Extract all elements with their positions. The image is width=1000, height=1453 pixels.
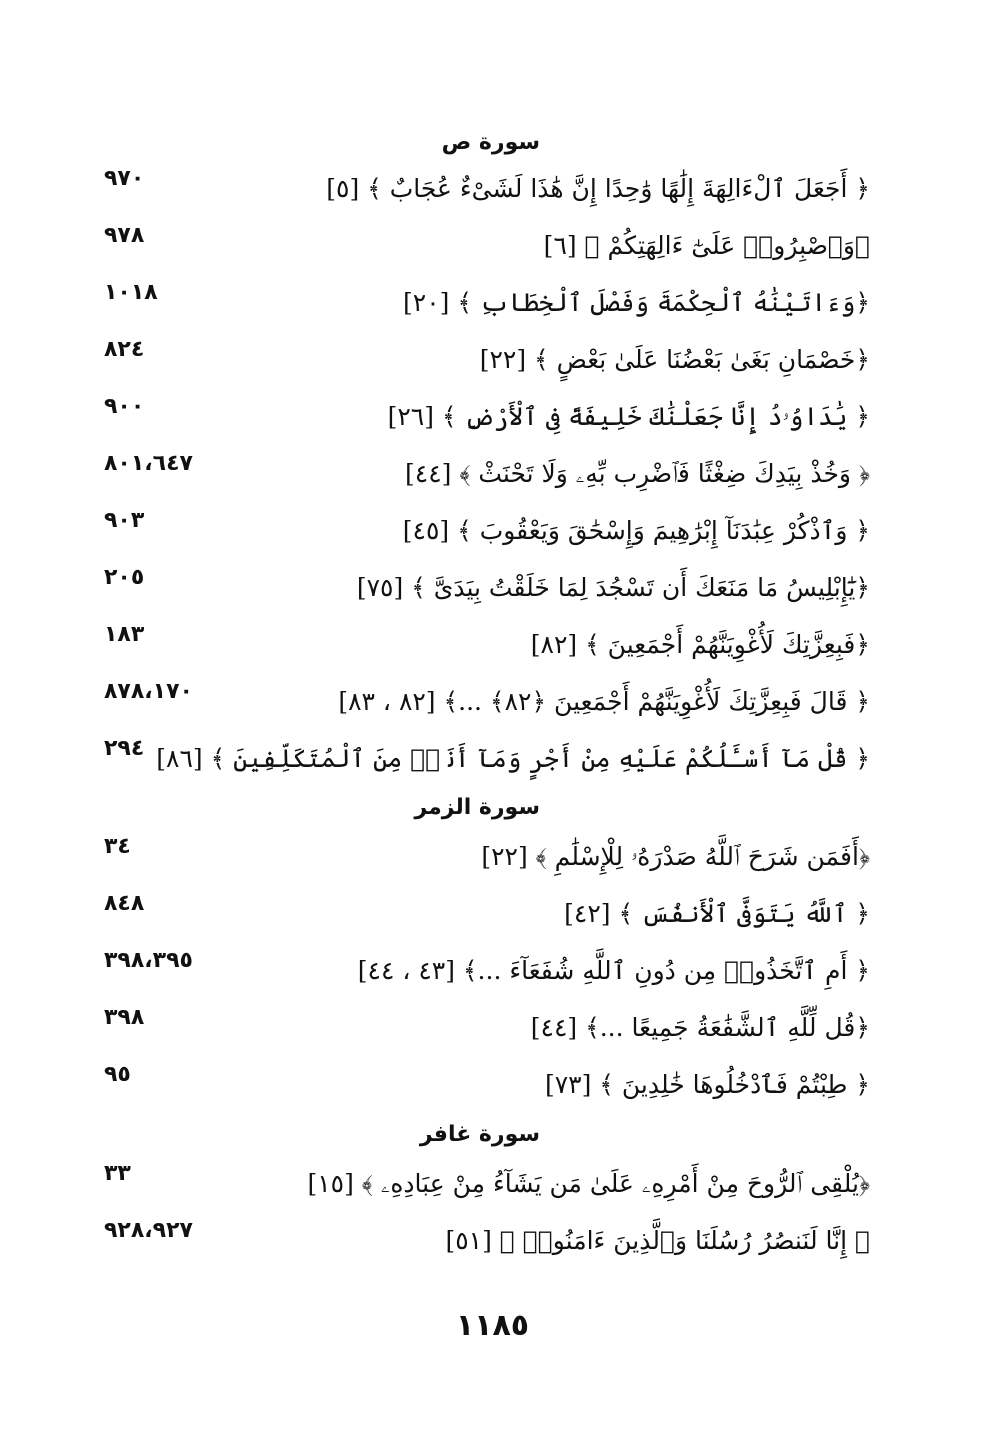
surah-heading: سورة ص xyxy=(441,130,540,155)
verse-text: ﴿ أَجَعَلَ ٱلْءَالِهَةَ إِلَٰهًا وَٰحِدًا إِنَّ هَٰذَا لَشَىْءٌ عُجَابٌ ﴾ [٥] xyxy=(326,174,870,203)
list-item xyxy=(100,508,870,552)
page-reference: ٨٤٨ xyxy=(104,891,145,916)
list-item xyxy=(100,1218,870,1262)
list-item xyxy=(100,1005,870,1049)
surah-heading: سورة غافر xyxy=(419,1122,540,1147)
page-reference: ٩٧٠ xyxy=(104,166,145,191)
page-reference: ٩٢٨،٩٢٧ xyxy=(104,1218,193,1243)
list-item xyxy=(100,1062,870,1106)
verse-text: ﴿ قَالَ فَبِعِزَّتِكَ لَأُغْوِيَنَّهُمْ أَجْمَعِينَ ﴿٨٢﴾ ...﴾ [٨٢ ، ٨٣] xyxy=(338,687,870,716)
verse-text: ﴿ يَٰدَاوُۥدُ إِنَّا جَعَلْنَٰكَ خَلِيفَةً فِى ٱلْأَرْضِ ﴾ [٢٦] xyxy=(387,402,870,431)
page-reference: ٣٣ xyxy=(104,1161,131,1186)
page-reference: ٩٥ xyxy=(104,1062,131,1087)
page-reference: ٩٠٣ xyxy=(104,508,145,533)
verse-text: ﴿فَبِعِزَّتِكَ لَأُغْوِيَنَّهُمْ أَجْمَعِينَ ﴾ [٨٢] xyxy=(530,630,870,659)
list-item xyxy=(100,565,870,609)
list-item xyxy=(100,622,870,666)
page-reference: ٣٩٨،٣٩٥ xyxy=(104,948,193,973)
page-reference: ٨٠١،٦٤٧ xyxy=(104,451,193,476)
verse-text: ﴿يَٰٓإِبْلِيسُ مَا مَنَعَكَ أَن تَسْجُدَ لِمَا خَلَقْتُ بِيَدَىَّ ﴾ [٧٥] xyxy=(356,573,870,602)
verse-text: ﴿قُل لِّلَّهِ ٱلشَّفَٰعَةُ جَمِيعًا ...﴾ [٤٤] xyxy=(530,1013,870,1042)
verse-text: ﴿ طِبْتُمْ فَٱدْخُلُوهَا خَٰلِدِينَ ﴾ [٧٣] xyxy=(544,1070,870,1099)
verse-text: ﴿ أَمِ ٱتَّخَذُوا۟ مِن دُونِ ٱللَّهِ شُفَعَآءَ ...﴾ [٤٣ ، ٤٤] xyxy=(357,956,870,985)
list-item xyxy=(100,280,870,324)
surah-heading: سورة الزمر xyxy=(414,795,540,820)
verse-text: ﴿وَٱصْبِرُوا۟ عَلَىٰٓ ءَالِهَتِكُمْ ﴾ [٦] xyxy=(543,231,870,260)
list-item xyxy=(100,166,870,210)
verse-text: ﴿ وَخُذْ بِيَدِكَ ضِغْثًا فَٱضْرِب بِّهِۦ وَلَا تَحْنَثْ ﴾ [٤٤] xyxy=(405,459,870,488)
page-number: ١١٨٥ xyxy=(455,1308,530,1343)
verse-text: ﴿ وَٱذْكُرْ عِبَٰدَنَآ إِبْرَٰهِيمَ وَإِسْحَٰقَ وَيَعْقُوبَ ﴾ [٤٥] xyxy=(402,516,870,545)
verse-text: ﴿ ٱللَّهُ يَتَوَفَّى ٱلْأَنفُسَ ﴾ [٤٢] xyxy=(564,899,870,928)
page-reference: ٩٧٨ xyxy=(104,223,145,248)
verse-text: ﴿يُلْقِى ٱلرُّوحَ مِنْ أَمْرِهِۦ عَلَىٰ مَن يَشَآءُ مِنْ عِبَادِهِۦ ﴾ [١٥] xyxy=(307,1169,870,1198)
list-item xyxy=(100,337,870,381)
list-item xyxy=(100,679,870,723)
page-reference: ٢٠٥ xyxy=(104,565,145,590)
list-item xyxy=(100,834,870,878)
list-item xyxy=(100,1161,870,1205)
verse-text: ﴿وَءَاتَيْنَٰهُ ٱلْحِكْمَةَ وَفَصْلَ ٱلْخِطَابِ ﴾ [٢٠] xyxy=(403,288,870,317)
list-item xyxy=(100,891,870,935)
page-reference: ٨٢٤ xyxy=(104,337,145,362)
page-reference: ٣٩٨ xyxy=(104,1005,145,1030)
list-item xyxy=(100,451,870,495)
page-reference: ٨٧٨،١٧٠ xyxy=(104,679,193,704)
page-reference: ٢٩٤ xyxy=(104,736,145,761)
list-item xyxy=(100,223,870,267)
page-reference: ٩٠٠ xyxy=(104,394,145,419)
verse-text: ﴿خَصْمَانِ بَغَىٰ بَعْضُنَا عَلَىٰ بَعْضٍ ﴾ [٢٢] xyxy=(479,345,870,374)
list-item xyxy=(100,948,870,992)
page-reference: ٣٤ xyxy=(104,834,131,859)
page-reference: ١٠١٨ xyxy=(104,280,158,305)
list-item xyxy=(100,736,870,780)
verse-text: ﴿ إِنَّا لَنَنصُرُ رُسُلَنَا وَٱلَّذِينَ ءَامَنُوا۟ ﴾ [٥١] xyxy=(445,1226,870,1255)
verse-text: ﴿ قُلْ مَآ أَسْـَٔلُكُمْ عَلَيْهِ مِنْ أَجْرٍ وَمَآ أَنَا۠ مِنَ ٱلْمُتَكَلِّفِينَ ﴾ [٨٦] xyxy=(156,744,870,773)
verse-text: ﴿أَفَمَن شَرَحَ ٱللَّهُ صَدْرَهُۥ لِلْإِسْلَٰمِ ﴾ [٢٢] xyxy=(481,842,870,871)
list-item xyxy=(100,394,870,438)
page-reference: ١٨٣ xyxy=(104,622,145,647)
